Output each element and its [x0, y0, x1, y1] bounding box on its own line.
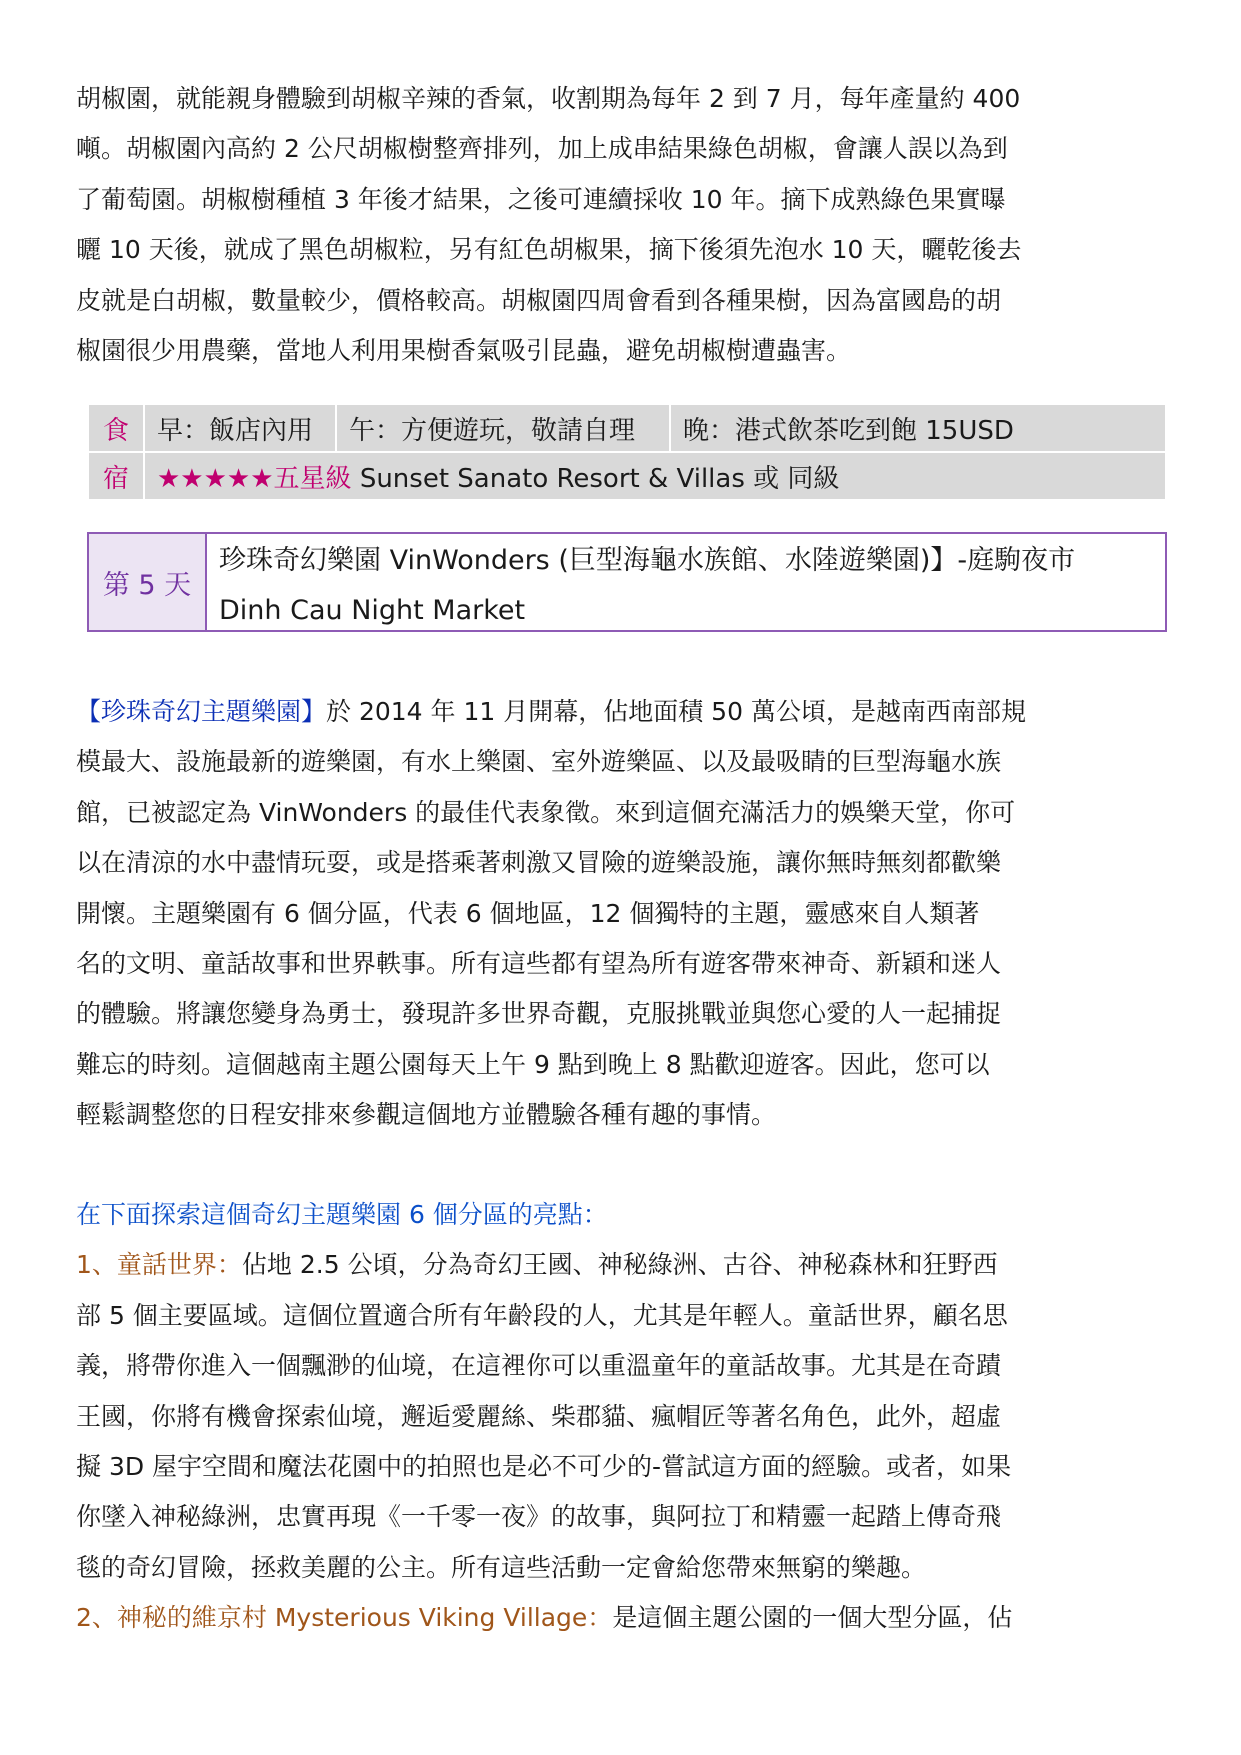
breakfast-cell: 早：飯店內用 [144, 404, 336, 452]
paragraph-line: 1、童話世界：佔地 2.5 公頃，分為奇幻王國、神秘綠洲、古谷、神秘森林和狂野西 [76, 1250, 998, 1280]
paragraph-line: 胡椒園，就能親身體驗到胡椒辛辣的香氣，收割期為每年 2 到 7 月，每年產量約 400 [76, 84, 1021, 113]
paragraph-line: 【珍珠奇幻主題樂園】於 2014 年 11 月開幕，佔地面積 50 萬公頃，是越南西南部規 [76, 697, 1026, 726]
paragraph-line: 曬 10 天後，就成了黑色胡椒粒，另有紅色胡椒果，摘下後須先泡水 10 天，曬乾後去 [76, 235, 1022, 265]
day-heading-box [87, 532, 1167, 632]
pepper-farm-paragraph [76, 74, 1166, 376]
paragraph-line: 了葡萄園。胡椒樹種植 3 年後才結果，之後可連續採收 10 年。摘下成熟綠色果實曝 [76, 184, 1006, 214]
day-label: 第 5 天 [89, 534, 207, 630]
paragraph-line: 毯的奇幻冒險，拯救美麗的公主。所有這些活動一定會給您帶來無窮的樂趣。 [76, 1552, 927, 1582]
day-title-line: 珍珠奇幻樂園 VinWonders (巨型海龜水族館、水陸遊樂園)】-庭駒夜市 [219, 545, 1076, 576]
lunch-cell: 午：方便遊玩，敬請自理 [336, 404, 670, 452]
park-heading: 【珍珠奇幻主題樂園】 [76, 697, 327, 726]
paragraph-line: 模最大、設施最新的遊樂園，有水上樂園、室外遊樂區、以及最吸睛的巨型海龜水族 [76, 747, 1002, 777]
paragraph-line: 你墜入神秘綠洲，忠實再現《一千零一夜》的故事，與阿拉丁和精靈一起踏上傳奇飛 [76, 1502, 1002, 1532]
meal-accommodation-table [87, 403, 1167, 501]
item-title: 2、神秘的維京村 Mysterious Viking Village： [76, 1603, 613, 1633]
paragraph-line: 館，已被認定為 VinWonders 的最佳代表象徵。來到這個充滿活力的娛樂天堂，你可 [76, 797, 1016, 827]
item-title: 1、童話世界： [76, 1250, 242, 1280]
hotel-cell [144, 452, 1166, 500]
hotel-name: Sunset Sanato Resort & Villas 或 同級 [359, 463, 840, 494]
meals-tag: 食 [88, 404, 144, 452]
paragraph-line: 名的文明、童話故事和世界軼事。所有這些都有望為所有遊客帶來神奇、新穎和迷人 [76, 949, 1002, 979]
paragraph-line: 難忘的時刻。這個越南主題公園每天上午 9 點到晚上 8 點歡迎遊客。因此，您可以 [76, 1049, 990, 1079]
paragraph-line: 的體驗。將讓您變身為勇士，發現許多世界奇觀，克服挑戰並與您心愛的人一起捕捉 [76, 999, 1002, 1029]
stay-row [88, 452, 1166, 500]
paragraph-line: 義，將帶你進入一個飄渺的仙境，在這裡你可以重溫童年的童話故事。尤其是在奇蹟 [76, 1351, 1002, 1381]
star-rating: ★★★★★五星級 [157, 463, 352, 494]
highlights-section [76, 1190, 1166, 1644]
paragraph-line: 噸。胡椒園內高約 2 公尺胡椒樹整齊排列，加上成串結果綠色胡椒，會讓人誤以為到 [76, 134, 1008, 164]
day-title-line: Dinh Cau Night Market [219, 595, 526, 626]
paragraph-line: 開懷。主題樂園有 6 個分區，代表 6 個地區，12 個獨特的主題，靈感來自人類著 [76, 898, 980, 928]
park-description-paragraph [76, 687, 1166, 1141]
paragraph-line: 椒園很少用農藥，當地人利用果樹香氣吸引昆蟲，避免胡椒樹遭蟲害。 [76, 336, 852, 366]
paragraph-line: 2、神秘的維京村 Mysterious Viking Village：是這個主題公園的一個大型分區，佔 [76, 1603, 1013, 1633]
paragraph-line: 輕鬆調整您的日程安排來參觀這個地方並體驗各種有趣的事情。 [76, 1100, 777, 1130]
paragraph-line: 皮就是白胡椒，數量較少，價格較高。胡椒園四周會看到各種果樹，因為富國島的胡 [76, 285, 1002, 315]
paragraph-line: 王國，你將有機會探索仙境，邂逅愛麗絲、柴郡貓、瘋帽匠等著名角色，此外，超虛 [76, 1401, 1002, 1431]
stay-tag: 宿 [88, 452, 144, 500]
paragraph-line: 部 5 個主要區域。這個位置適合所有年齡段的人，尤其是年輕人。童話世界，顧名思 [76, 1300, 1008, 1330]
meals-row [88, 404, 1166, 452]
day-title [207, 534, 1075, 630]
paragraph-line: 擬 3D 屋宇空間和魔法花園中的拍照也是必不可少的-嘗試這方面的經驗。或者，如果 [76, 1452, 1012, 1482]
paragraph-line: 以在清涼的水中盡情玩耍，或是搭乘著刺激又冒險的遊樂設施，讓你無時無刻都歡樂 [76, 848, 1002, 878]
highlights-heading: 在下面探索這個奇幻主題樂園 6 個分區的亮點： [76, 1200, 608, 1229]
dinner-cell: 晚：港式飲茶吃到飽 15USD [670, 404, 1166, 452]
